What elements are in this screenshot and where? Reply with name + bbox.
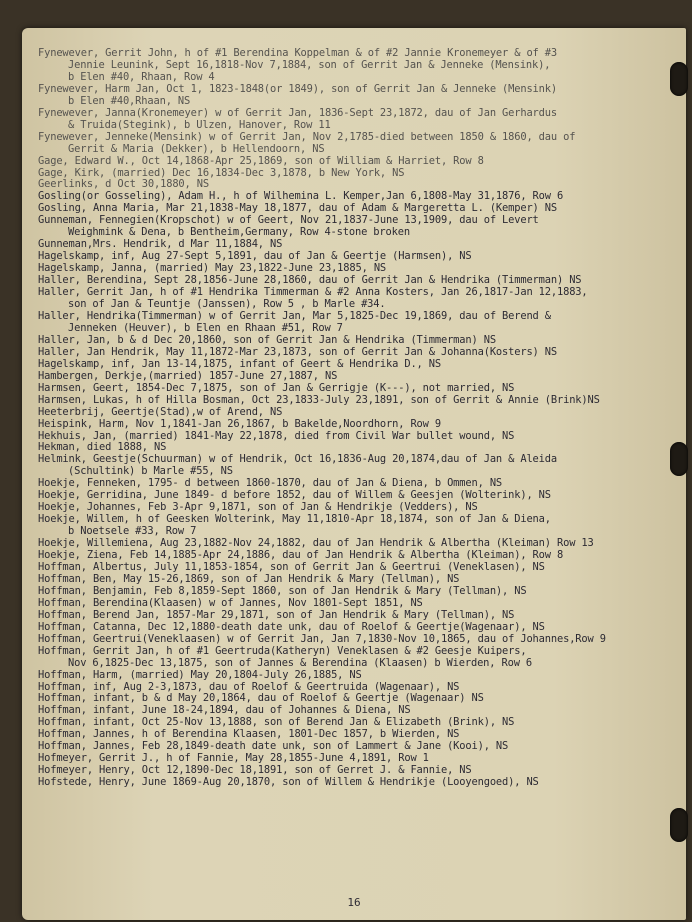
entry-continuation: son of Jan & Teuntje (Janssen), Row 5 , b Marle #34. [68,298,386,311]
entry-text: Hoffman, Catanna, Dec 12,1880-death date unk, dau of Roelof & Geertje(Wagenaar), NS [38,620,545,633]
entry-text: Haller, Gerrit Jan, h of #1 Hendrika Timmerman & #2 Anna Kosters, Jan 26,1817-Jan 12,1883, [38,286,588,299]
entry-continuation: b Elen #40,Rhaan, NS [68,94,191,107]
entry-text: Gage, Edward W., Oct 14,1868-Apr 25,1869, son of William & Harriet, Row 8 [38,154,484,167]
record-entry [38,454,678,478]
record-entry [38,395,678,407]
record-entry [38,359,678,371]
entry-continuation: b Elen #40, Rhaan, Row 4 [68,70,215,83]
entry-text: Gosling, Anna Maria, Mar 21,1838-May 18,1877, dau of Adam & Margeretta L. (Kemper) NS [38,202,557,215]
record-entry [38,598,678,610]
record-entry [38,371,678,383]
entry-text: Heeterbrij, Geertje(Stad),w of Arend, NS [38,405,283,418]
record-entry [38,48,678,84]
entry-text: Haller, Hendrika(Timmerman) w of Gerrit Jan, Mar 5,1825-Dec 19,1869, dau of Berend & [38,309,551,322]
entry-text: Hoffman, infant, Oct 25-Nov 13,1888, son of Berend Jan & Elizabeth (Brink), NS [38,716,515,729]
record-entry [38,84,678,108]
entry-text: Hoekje, Willem, h of Geesken Wolterink, May 11,1810-Apr 18,1874, son of Jan & Diena, [38,513,551,526]
record-entry [38,622,678,634]
entry-text: Hagelskamp, inf, Jan 13-14,1875, infant of Geert & Hendrika D., NS [38,357,441,370]
record-entry [38,108,678,132]
entry-text: Fynewever, Janna(Kronemeyer) w of Gerrit Jan, 1836-Sept 23,1872, dau of Jan Gerhardus [38,106,557,119]
entry-text: Hoekje, Gerridina, June 1849- d before 1852, dau of Willem & Geesjen (Wolterink), NS [38,489,551,502]
record-entry [38,311,678,335]
entry-text: Hoffman, Jannes, Feb 28,1849-death date unk, son of Lammert & Jane (Kooi), NS [38,740,509,753]
entry-text: Heispink, Harm, Nov 1,1841-Jan 26,1867, b Bakelde,Noordhorn, Row 9 [38,417,441,430]
entry-text: Hoffman, Benjamin, Feb 8,1859-Sept 1860, son of Jan Hendrik & Mary (Tellman), NS [38,584,527,597]
entry-text: Haller, Jan, b & d Dec 20,1860, son of Gerrit Jan & Hendrika (Timmerman) NS [38,333,496,346]
entry-text: Hekhuis, Jan, (married) 1841-May 22,1878, died from Civil War bullet wound, NS [38,429,515,442]
entry-text: Hoffman, Harm, (married) May 20,1804-July 26,1885, NS [38,668,362,681]
entry-continuation: Nov 6,1825-Dec 13,1875, son of Jannes & Berendina (Klaasen) b Wierden, Row 6 [68,656,533,669]
entry-text: Hambergen, Derkje,(married) 1857-June 27,1887, NS [38,369,338,382]
entry-text: Hoffman, Ben, May 15-26,1869, son of Jan Hendrik & Mary (Tellman), NS [38,572,460,585]
document-page [22,28,686,920]
entry-text: Hoekje, Fenneken, 1795- d between 1860-1870, dau of Jan & Diena, b Ommen, NS [38,477,503,490]
entry-text: Hoekje, Willemiena, Aug 23,1882-Nov 24,1882, dau of Jan Hendrik & Albertha (Kleiman) Row 13 [38,537,594,550]
record-entry [38,634,678,646]
entry-text: Hoffman, Berendina(Klaasen) w of Jannes, Nov 1801-Sept 1851, NS [38,596,423,609]
entry-continuation: Weighmink & Dena, b Bentheim,Germany, Row 4-stone broken [68,226,410,239]
entry-text: Gage, Kirk, (married) Dec 16,1834-Dec 3,1878, b New York, NS [38,166,405,179]
record-entry [38,670,678,682]
entry-continuation: & Truida(Stegink), b Ulzen, Hanover, Row 11 [68,118,331,131]
entry-text: Hoffman, Jannes, h of Berendina Klaasen, 1801-Dec 1857, b Wierden, NS [38,728,460,741]
entry-text: Hoekje, Johannes, Feb 3-Apr 9,1871, son of Jan & Hendrikje (Vedders), NS [38,501,478,514]
entry-continuation: Jennie Leunink, Sept 16,1818-Nov 7,1884, son of Gerrit Jan & Jenneke (Mensink), [68,58,551,71]
entry-text: Fynewever, Harm Jan, Oct 1, 1823-1848(or 1849), son of Gerrit Jan & Jenneke (Mensink) [38,82,557,95]
entry-text: Hoekje, Ziena, Feb 14,1885-Apr 24,1886, dau of Jan Hendrik & Albertha (Kleiman), Row 8 [38,549,564,562]
entry-text: Hoffman, Geertrui(Veneklaasen) w of Gerrit Jan, Jan 7,1830-Nov 10,1865, dau of Johannes,Row 9 [38,632,606,645]
record-entry [38,514,678,538]
entry-text: Fynewever, Gerrit John, h of #1 Berendina Koppelman & of #2 Jannie Kronemeyer & of #3 [38,47,557,59]
record-entry [38,407,678,419]
entry-text: Hofmeyer, Henry, Oct 12,1890-Dec 18,1891, son of Gerret J. & Fannie, NS [38,764,472,777]
record-entry [38,287,678,311]
entry-list [38,48,678,789]
record-entry [38,419,678,431]
binder-hole [670,62,688,96]
entry-continuation: Jenneken (Heuver), b Elen en Rhaan #51, Row 7 [68,321,343,334]
entry-text: Fynewever, Jenneke(Mensink) w of Gerrit Jan, Nov 2,1785-died between 1850 & 1860, dau of [38,130,576,143]
entry-text: Hagelskamp, Janna, (married) May 23,1822-June 23,1885, NS [38,262,387,275]
entry-text: Gunneman,Mrs. Hendrik, d Mar 11,1884, NS [38,238,283,251]
entry-continuation: b Noetsele #33, Row 7 [68,525,197,538]
binder-hole [670,442,688,476]
entry-text: Hoffman, Gerrit Jan, h of #1 Geertruda(Katheryn) Veneklasen & #2 Geesje Kuipers, [38,644,527,657]
entry-text: Hekman, died 1888, NS [38,441,167,454]
entry-text: Haller, Jan Hendrik, May 11,1872-Mar 23,1873, son of Gerrit Jan & Johanna(Kosters) NS [38,345,557,358]
entry-text: Hofmeyer, Gerrit J., h of Fannie, May 28,1855-June 4,1891, Row 1 [38,752,429,765]
record-entry [38,215,678,239]
entry-text: Hofstede, Henry, June 1869-Aug 20,1870, son of Willem & Hendrikje (Looyengoed), NS [38,776,539,789]
record-entry [38,610,678,622]
entry-continuation: Gerrit & Maria (Dekker), b Hellendoorn, NS [68,142,325,155]
record-entry [38,646,678,670]
entry-text: Gosling(or Gosseling), Adam H., h of Wilhemina L. Kemper,Jan 6,1808-May 31,1876, Row 6 [38,190,564,203]
entry-text: Geerlinks, d Oct 30,1880, NS [38,178,209,191]
entry-text: Gunneman, Fennegien(Kropschot) w of Geert, Nov 21,1837-June 13,1909, dau of Levert [38,214,539,227]
record-entry [38,132,678,156]
entry-text: Harmsen, Geert, 1854-Dec 7,1875, son of Jan & Gerrigje (K---), not married, NS [38,381,515,394]
record-entry [38,383,678,395]
entry-text: Hoffman, infant, b & d May 20,1864, dau of Roelof & Geertje (Wagenaar) NS [38,692,484,705]
entry-text: Harmsen, Lukas, h of Hilla Bosman, Oct 23,1833-July 23,1891, son of Gerrit & Annie (Brink)NS [38,393,600,406]
entry-continuation: (Schultink) b Marle #55, NS [68,465,233,478]
entry-text: Helmink, Geestje(Schuurman) w of Hendrik, Oct 16,1836-Aug 20,1874,dau of Jan & Aleida [38,453,557,466]
entry-text: Hagelskamp, inf, Aug 27-Sept 5,1891, dau of Jan & Geertje (Harmsen), NS [38,250,472,263]
binder-hole [670,808,688,842]
entry-text: Hoffman, Albertus, July 11,1853-1854, son of Gerrit Jan & Geertrui (Veneklasen), NS [38,560,545,573]
page-number: 16 [347,896,361,909]
entry-text: Hoffman, infant, June 18-24,1894, dau of Johannes & Diena, NS [38,704,411,717]
record-entry [38,156,678,168]
record-entry [38,777,678,789]
entry-text: Haller, Berendina, Sept 28,1856-June 28,1860, dau of Gerrit Jan & Hendrika (Timmerman) NS [38,274,582,287]
record-entry [38,347,678,359]
entry-text: Hoffman, inf, Aug 2-3,1873, dau of Roelof & Geertruida (Wagenaar), NS [38,680,460,693]
entry-text: Hoffman, Berend Jan, 1857-Mar 29,1871, son of Jan Hendrik & Mary (Tellman), NS [38,608,515,621]
